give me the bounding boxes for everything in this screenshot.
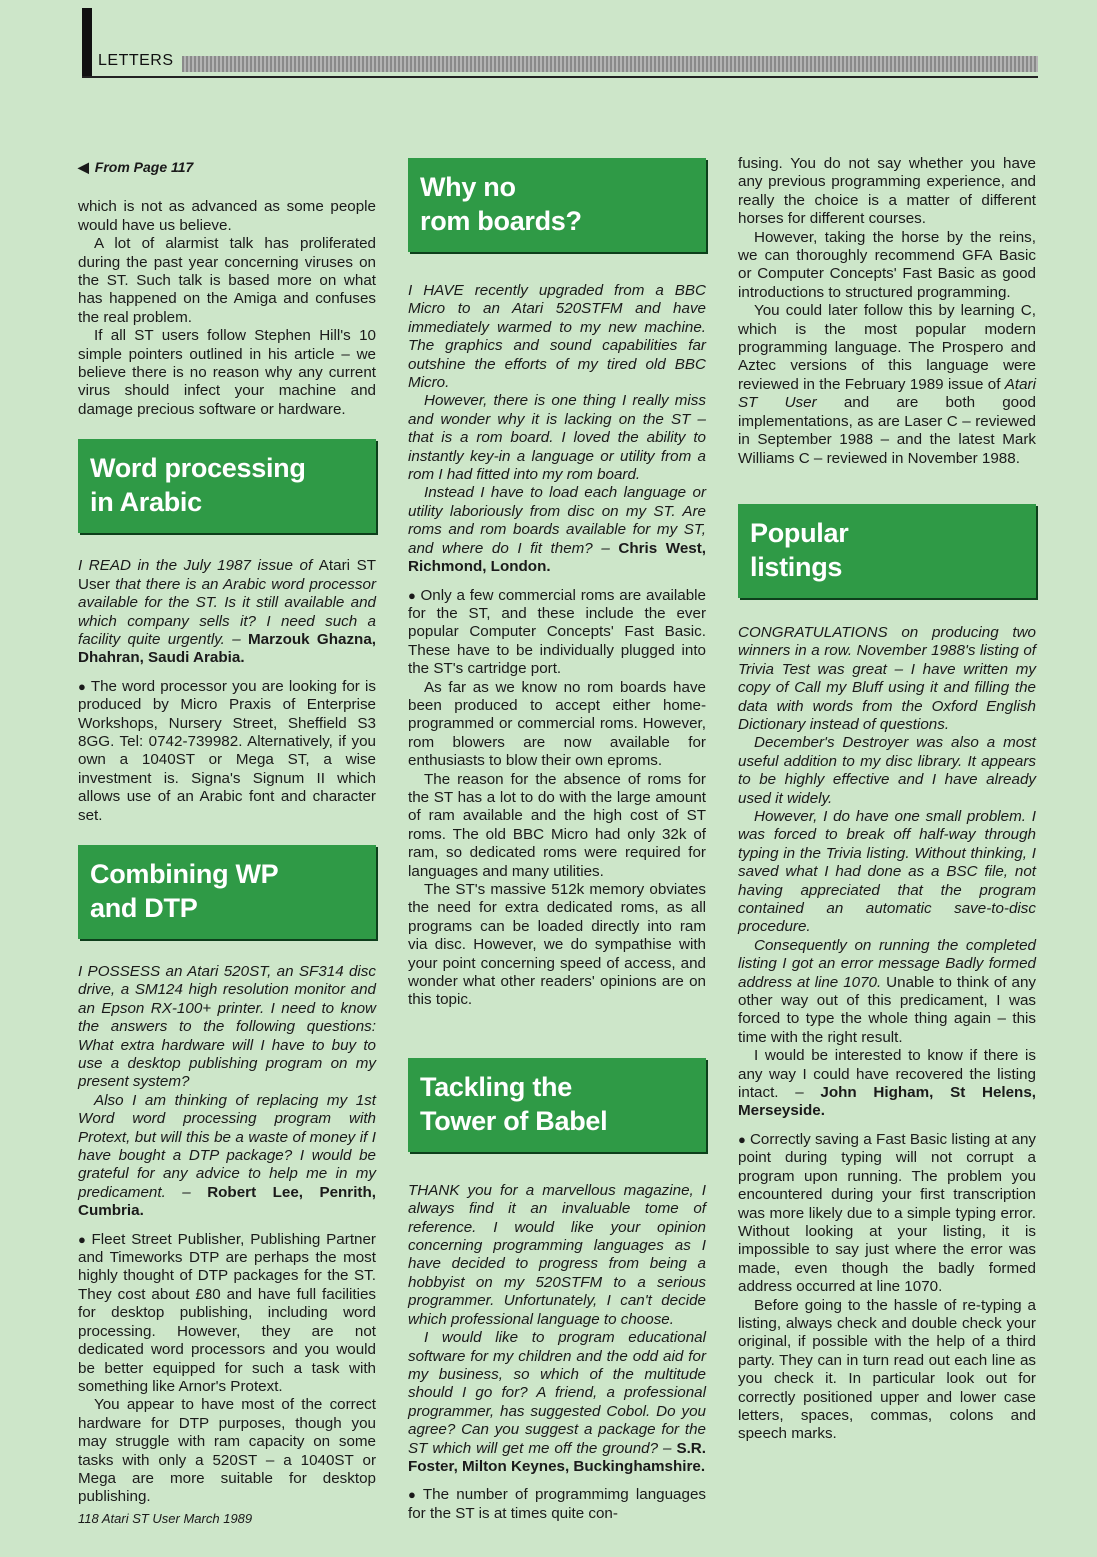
letter-signature: John Higham, St Helens, Merseyside.: [738, 1084, 1037, 1120]
editor-reply: Before going to the hassle of re-typing a listing, always check and double check your original, if possible with the help of a third party. They can in turn read out each line as you check it. In particular look out for correctly positioned upper and lower case letters, spaces, commas, colons and speech marks.: [738, 1296, 1036, 1443]
continuation-note: [78, 158, 376, 176]
heading-line: in Arabic: [90, 487, 202, 518]
editor-reply: ● Fleet Street Publisher, Publishing Partner and Timeworks DTP are perhaps the most highly thought of DTP packages for the ST. They cost about £80 and have full facilities for desktop publishing, including word processing. However, they are not dedicated word processors and you would be better equipped for such a task with something like Arnor's Protext.: [78, 1231, 376, 1397]
intro-paragraph: If all ST users follow Stephen Hill's 10 simple pointers outlined in his article – we believe there is no reason why any current virus should infect your machine and damage precious software or hardware.: [78, 327, 376, 418]
letter-signature: Marzouk Ghazna, Dhahran, Saudi Arabia.: [78, 630, 376, 667]
reader-letter: [738, 937, 1036, 1047]
section-label: LETTERS: [98, 52, 174, 69]
paragraph-text: You could later follow this by learning C, which is the most popular modern programming language. The Prospero and Aztec versions of this language were reviewed in the February 1989 issue of: [738, 302, 1036, 393]
reader-letter: [78, 1092, 376, 1221]
article-paragraph: [738, 302, 1036, 468]
editor-reply: ● Correctly saving a Fast Basic listing at any point during typing will not corrupt a program upon running. The problem you encountered during your first transcription was more likely due to a simple typing error. Without looking at your listing, it is impossible to say just where the error was made, even though the badly formed address occurred at line 1070.: [738, 1131, 1036, 1297]
article-paragraph: However, taking the horse by the reins, we can thoroughly recommend GFA Basic or Computer Concepts' Fast Basic as good introductions to structured programming.: [738, 228, 1036, 301]
heading-line: Why no: [420, 172, 516, 202]
reader-letter: [738, 1047, 1036, 1121]
editor-reply: As far as we know no rom boards have been produced to accept either home-programmed or commercial roms. However, rom blowers are now available for enthusiasts to blow their own eproms.: [408, 678, 706, 770]
column-3: [738, 155, 1036, 1444]
heading-line: and DTP: [90, 892, 198, 923]
paragraph-text: and are both good implementations, as are Laser C – reviewed in September 1988 – and the latest Mark Williams C – reviewed in November 1988.: [738, 394, 1036, 467]
reader-letter: I POSSESS an Atari 520ST, an SF314 disc drive, a SM124 high resolution monitor and an Epson RX-100+ printer. I need to know the answers to the following questions: What extra hardware will I have to buy to use a desktop publishing program on my present system?: [78, 962, 376, 1091]
editor-reply: The ST's massive 512k memory obviates the need for extra dedicated roms, as all programs can be loaded directly into ram via disc. However, we do sympathise with your point concerning speed of access, and wonder what other readers' opinions are on this topic.: [408, 881, 706, 1009]
article-paragraph: fusing. You do not say whether you have any previous programming experience, and really the choice is a matter of different horses for different courses.: [738, 155, 1036, 228]
letter-text: Atari ST User: [78, 557, 376, 593]
heading-combining-wp-dtp: [78, 845, 376, 939]
column-2: [408, 158, 706, 1523]
heading-line: listings: [750, 551, 843, 582]
reader-letter: I HAVE recently upgraded from a BBC Micro to an Atari 520STFM and have immediately warmed to my new machine. The graphics and sound capabilities far outshine the efforts of my tired old BBC Micro.: [408, 282, 706, 392]
header-stripe: [182, 56, 1038, 72]
page-footer: 118 Atari ST User March 1989: [78, 1511, 253, 1526]
editor-reply: You appear to have most of the correct hardware for DTP purposes, though you may struggle with ram capacity on some tasks with only a 520ST – a 1040ST or Mega are more suitable for desktop publishing.: [78, 1396, 376, 1506]
heading-line: Combining WP: [90, 858, 279, 889]
column-1: [78, 158, 376, 1507]
magazine-name: Atari ST User: [738, 375, 1036, 412]
letter-text: I READ in the July 1987 issue of: [78, 557, 319, 575]
heading-line: Popular: [750, 517, 849, 548]
letter-text: Consequently on running the completed listing I got an error message: [738, 936, 1036, 973]
reader-letter: [408, 484, 706, 576]
heading-popular-listings: [738, 504, 1036, 598]
editor-reply: ● The number of programmimg languages for the ST is at times quite con-: [408, 1486, 706, 1523]
heading-tackling-tower-of-babel: [408, 1058, 706, 1152]
letter-signature: Chris West, Richmond, London.: [408, 539, 706, 576]
from-page-label: From Page 117: [94, 159, 194, 175]
letter-text: I would be interested to know if there is any way I could have recovered the listing intact. –: [738, 1047, 1036, 1102]
editor-reply: ● The word processor you are looking for is produced by Micro Praxis of Enterprise Workshops, Nursery Street, Sheffield S3 8GG. Tel: 0742-739982. Alternatively, if you own a 1040ST or Mega ST, a wise investment is. Signa's Signum II which allows use of an Arabic font and character set.: [78, 678, 376, 825]
header-rule: [82, 76, 1038, 78]
letter-text: Unable to think of any other way out of this predicament, I was forced to type the whole thing again – this time with the right result.: [738, 973, 1036, 1046]
letter-text: that there is an Arabic word processor available for the ST. Is it still available and which company sells it? I need such a facility quite urgently. –: [78, 575, 376, 648]
reader-letter: THANK you for a marvellous magazine, I always find it an invaluable tome of reference. I would like your opinion concerning programming languages as I have decided to progress from being a hobbyist on my 520STFM to a serious programmer. Unfortunately, I can't decide which professional language to choose.: [408, 1181, 706, 1328]
arrow-left-icon: ◀: [78, 159, 89, 175]
reader-letter: However, there is one thing I really miss and wonder why it is lacking on the ST – that is a rom board. I loved the ability to instantly key-in a language or utility from a rom I had fitted into my rom board.: [408, 392, 706, 484]
reader-letter: December's Destroyer was also a most useful addition to my disc library. It appears to be highly effective and I have already used it widely.: [738, 734, 1036, 807]
editor-reply: The reason for the absence of roms for the ST has a lot to do with the large amount of ram available and the high cost of ST roms. The old BBC Micro had only 32k of ram, so dedicated roms were required for languages and many utilities.: [408, 770, 706, 880]
reader-letter: CONGRATULATIONS on producing two winners in a row. November 1988's listing of Trivia Test was great – I have written my copy of Call my Bluff using it and filling the data with words from the Oxford English Dictionary instead of questions.: [738, 623, 1036, 733]
letter-text: I would like to program educational software for my children and the odd aid for my business, so which of the multitude should I go for? A friend, a professional programmer, has suggested Cobol. Do you agree? Can you suggest a package for the ST which will get me off the ground? –: [408, 1329, 706, 1457]
header-edge-bar: [82, 8, 92, 76]
intro-paragraph: which is not as advanced as some people would have us believe.: [78, 198, 376, 234]
letter-text: Instead I have to load each language or utility laboriously from disc on my ST. Are roms and rom boards available for my ST, and where do I fit them? –: [408, 484, 706, 557]
letter-signature: Robert Lee, Penrith, Cumbria.: [78, 1183, 376, 1220]
heading-line: Word processing: [90, 453, 306, 484]
intro-paragraph: A lot of alarmist talk has proliferated during the past year concerning viruses on the ST. Such talk is based more on what has happened on the Amiga and confuses the real problem.: [78, 235, 376, 326]
heading-word-processing-arabic: [78, 439, 376, 533]
letter-text: Badly formed address at line 1070.: [738, 955, 1036, 991]
heading-line: rom boards?: [420, 206, 582, 236]
letter-text: Also I am thinking of replacing my 1st Word word processing program with Protext, but will this be a waste of money if I have bought a DTP package? I would be grateful for any advice to help me in my predicament. –: [78, 1091, 376, 1201]
heading-line: Tower of Babel: [420, 1105, 608, 1136]
reader-letter: [78, 557, 376, 667]
letter-signature: S.R. Foster, Milton Keynes, Buckinghamshire.: [408, 1439, 706, 1475]
editor-reply: ● Only a few commercial roms are available for the ST, and these include the ever popular Computer Concepts' Fast Basic. These have to be individually plugged into the ST's cartridge port.: [408, 587, 706, 679]
heading-line: Tackling the: [420, 1071, 572, 1102]
heading-why-no-rom-boards: [408, 158, 706, 252]
reader-letter: However, I do have one small problem. I was forced to break off half-way through typing in the Trivia listing. Without thinking, I saved what I had done as a BSC file, not having appreciated that the program contained an automatic save-to-disc procedure.: [738, 807, 1036, 936]
reader-letter: [408, 1329, 706, 1476]
